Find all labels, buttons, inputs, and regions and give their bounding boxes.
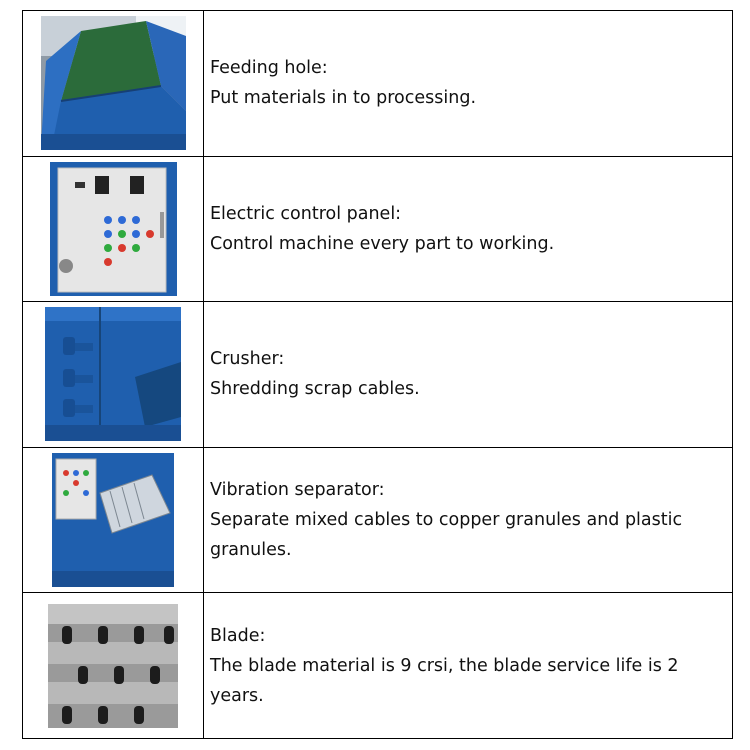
row-title: Blade: [210,625,266,646]
table-row [23,156,733,302]
row-description: Separate mixed cables to copper granules and plastic granules. [210,510,683,561]
image-cell [23,447,204,593]
image-cell [23,593,204,739]
description-cell [204,156,733,302]
table-row [23,302,733,448]
table-row [23,447,733,593]
description-cell [204,11,733,157]
control-cabinet-photo [50,162,177,296]
description-cell [204,302,733,448]
image-cell [23,302,204,448]
row-description: The blade material is 9 crsi, the blade service life is 2 years. [210,655,679,706]
crusher-photo [45,307,181,441]
row-description: Shredding scrap cables. [210,379,420,400]
row-description: Control machine every part to working. [210,233,555,254]
row-title: Crusher: [210,349,285,370]
description-cell [204,593,733,739]
vibration-separator-photo [52,453,174,587]
blade-photo [48,604,178,728]
component-table [22,10,733,739]
feeding-hopper-photo [41,16,186,150]
row-title: Electric control panel: [210,203,402,224]
table-row [23,11,733,157]
table-row [23,593,733,739]
row-title: Feeding hole: [210,58,328,79]
row-description: Put materials in to processing. [210,88,477,109]
image-cell [23,11,204,157]
row-title: Vibration separator: [210,480,385,501]
description-cell [204,447,733,593]
image-cell [23,156,204,302]
